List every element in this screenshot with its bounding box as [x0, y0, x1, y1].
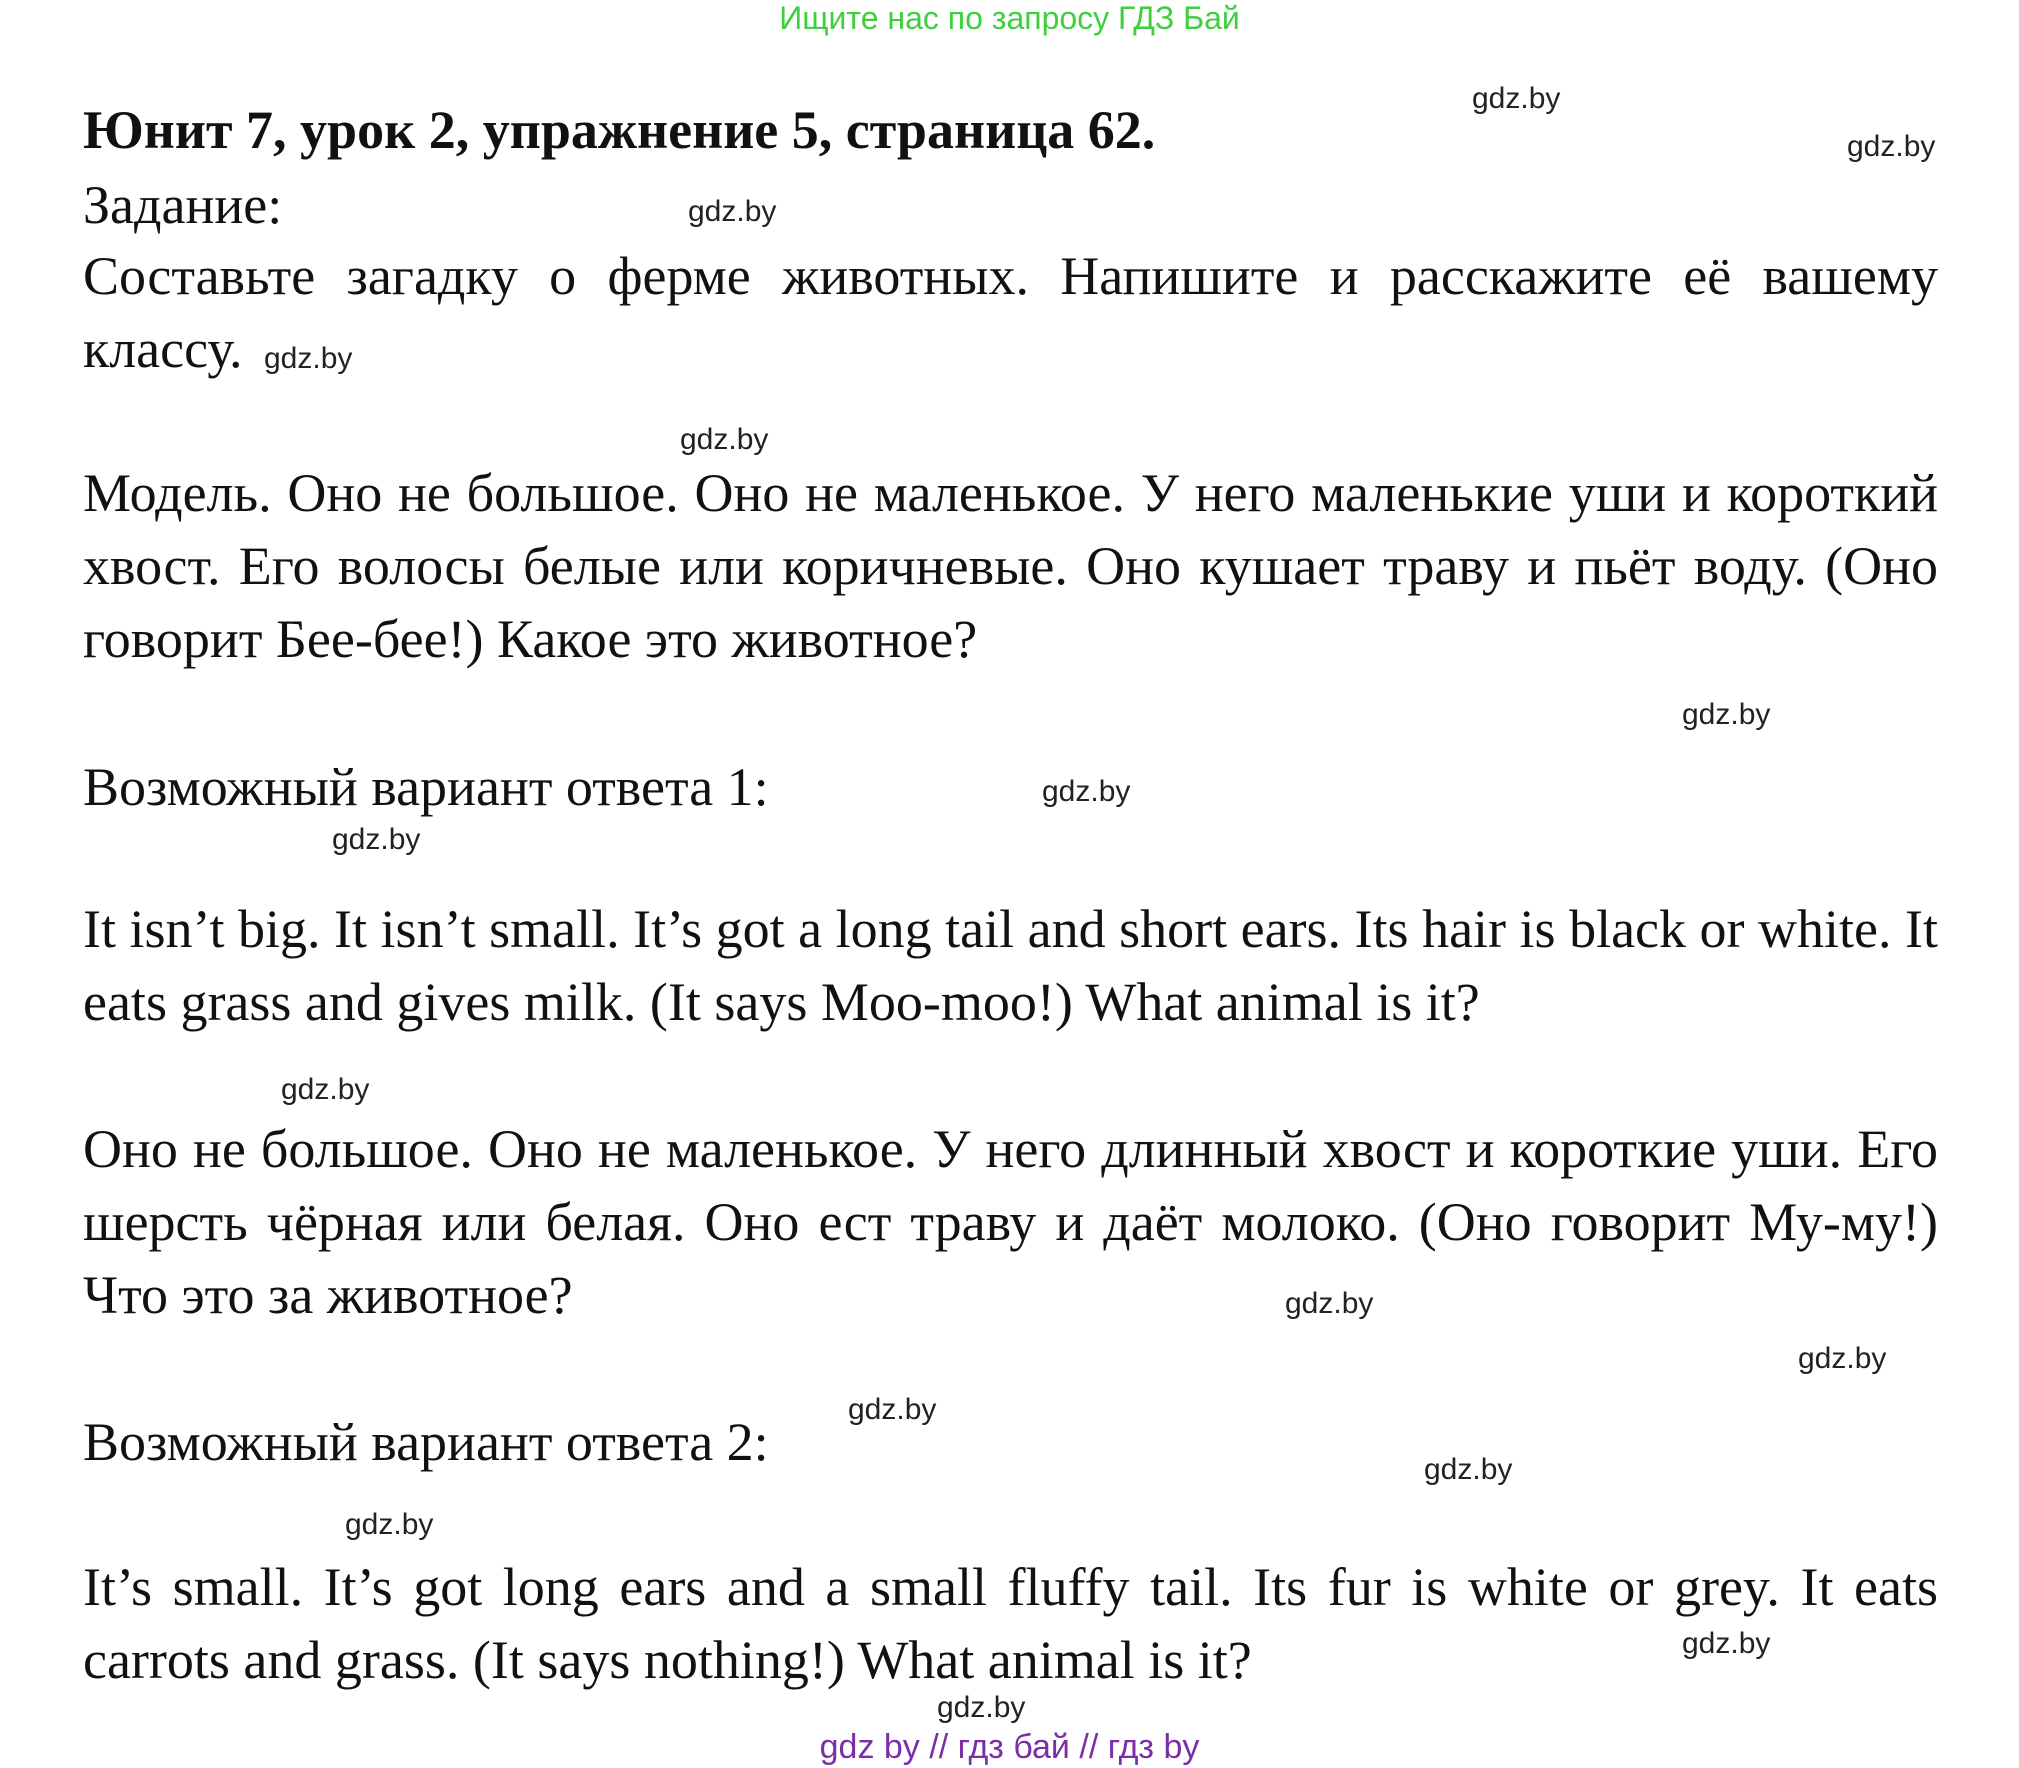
watermark: gdz.by — [1847, 130, 1936, 163]
watermark: gdz.by — [281, 1073, 370, 1106]
watermark: gdz.by — [1682, 698, 1771, 731]
model-text: Модель. Оно не большое. Оно не маленькое. У него маленькие уши и короткий хвост. Его волосы белые или коричневые. Оно кушает траву и пьёт воду. (Оно говорит Бее-бее!) Какое это животное? — [83, 463, 1938, 669]
watermark: gdz.by — [1798, 1342, 1887, 1375]
task-label: Задание: — [83, 175, 283, 235]
watermark: gdz.by — [848, 1393, 937, 1426]
footer-links: gdz by // гдз бай // гдз by — [819, 1728, 1200, 1766]
watermark: gdz.by — [937, 1691, 1026, 1724]
answer-1-english: It isn’t big. It isn’t small. It’s got a long tail and short ears. Its hair is black or white. It eats grass and gives milk. (It says Moo-moo!) What animal is it? — [83, 899, 1938, 1032]
answer-1-russian: Оно не большое. Оно не маленькое. У него длинный хвост и короткие уши. Его шерсть чёрная или белая. Оно ест траву и даёт молоко. (Оно говорит Му-му!) Что это за животное? — [83, 1119, 1938, 1325]
answer-1-label: Возможный вариант ответа 1: — [83, 757, 769, 817]
watermark: gdz.by — [688, 195, 777, 228]
watermark: gdz.by — [1682, 1627, 1771, 1660]
watermark: gdz.by — [1472, 82, 1561, 115]
watermark: gdz.by — [1285, 1287, 1374, 1320]
task-text: Составьте загадку о ферме животных. Напишите и расскажите её вашему классу. — [83, 246, 1938, 379]
watermark: gdz.by — [264, 342, 353, 375]
answer-2-english: It’s small. It’s got long ears and a small fluffy tail. Its fur is white or grey. It eats carrots and grass. (It says nothing!) What animal is it? — [83, 1557, 1938, 1690]
watermark: gdz.by — [332, 823, 421, 856]
watermark: gdz.by — [680, 423, 769, 456]
watermark: gdz.by — [1042, 775, 1131, 808]
page-title: Юнит 7, урок 2, упражнение 5, страница 62. — [83, 100, 1156, 160]
watermark: gdz.by — [1424, 1453, 1513, 1486]
watermark: gdz.by — [345, 1508, 434, 1541]
answer-2-label: Возможный вариант ответа 2: — [83, 1412, 769, 1472]
search-banner: Ищите нас по запросу ГДЗ Бай — [779, 0, 1240, 36]
